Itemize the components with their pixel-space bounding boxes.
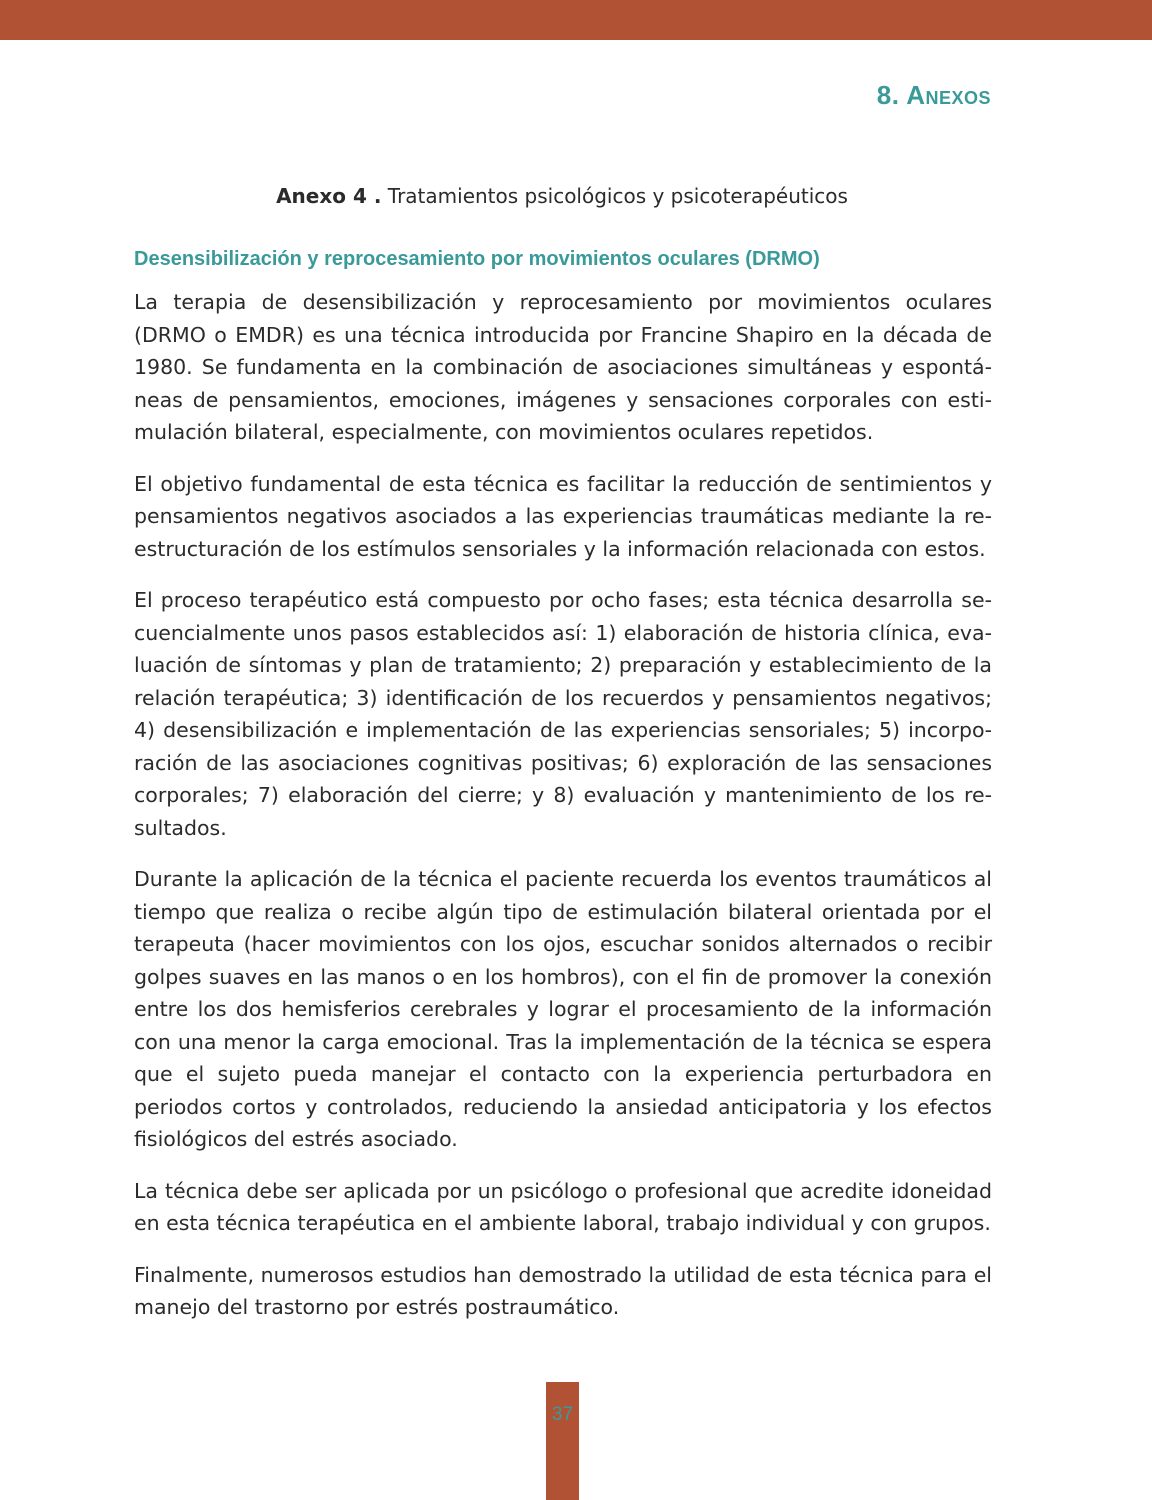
page-number: 37	[551, 1404, 574, 1425]
paragraph: El proceso terapéutico está compuesto por ocho fases; esta técnica desarrolla secuencialmente unos pasos establecidos así: 1) elaboración de historia clínica, evaluación de síntomas y plan de tratamiento; 2) preparación y establecimiento de la relación terapéutica; 3) identificación de los recuerdos y pensamientos negativos; 4) desensibilización e implementación de las experiencias sensoriales; 5) incorporación de las asociaciones cognitivas positivas; 6) exploración de las sensaciones corporales; 7) elaboración del cierre; y 8) evaluación y mantenimiento de los resultados.	[134, 588, 992, 840]
paragraph: La terapia de desensibilización y reprocesamiento por movimientos oculares (DRMO o EMDR) es una técnica introducida por Francine Shapiro en la década de 1980. Se fundamenta en la combinación de asociaciones simultáneas y espontáneas de pensamientos, emociones, imágenes y sensaciones corporales con estimulación bilateral, especialmente, con movimientos oculares repetidos.	[134, 290, 992, 444]
annex-title-text: Tratamientos psicológicos y psicoterapéuticos	[387, 184, 848, 208]
paragraph: Finalmente, numerosos estudios han demostrado la utilidad de esta técnica para el manejo del trastorno por estrés postraumático.	[134, 1262, 992, 1319]
annex-title	[0, 184, 1124, 208]
section-header: 8. Anexos	[876, 80, 991, 110]
paragraph: El objetivo fundamental de esta técnica es facilitar la reducción de sentimientos y pensamientos negativos asociados a las experiencias traumáticas mediante la reestructuración de los estímulos sensoriales y la información relacionada con estos.	[134, 471, 992, 561]
paragraph: Durante la aplicación de la técnica el paciente recuerda los eventos traumáticos al tiempo que realiza o recibe algún tipo de estimulación bilateral orientada por el terapeuta (hacer movimientos con los ojos, escuchar sonidos alternados o recibir golpes suaves en las manos o en los hombros), con el fin de promover la conexión entre los dos hemisferios cerebrales y lograr el procesamiento de la información con una menor la carga emocional. Tras la implementación de la técnica se espera que el sujeto pueda manejar el contacto con la experiencia perturbadora en periodos cortos y controlados, reduciendo la ansiedad anticipatoria y los efectos fisiológicos del estrés asociado.	[134, 867, 992, 1151]
top-color-bar	[0, 0, 1152, 40]
page-number-tab	[546, 1382, 579, 1500]
paragraph: La técnica debe ser aplicada por un psicólogo o profesional que acredite idoneidad en esta técnica terapéutica en el ambiente laboral, trabajo individual y con grupos.	[134, 1178, 992, 1235]
section-heading: Desensibilización y reprocesamiento por movimientos oculares (DRMO)	[134, 248, 820, 270]
main-content	[134, 244, 992, 1343]
annex-label: Anexo 4 .	[276, 184, 382, 208]
